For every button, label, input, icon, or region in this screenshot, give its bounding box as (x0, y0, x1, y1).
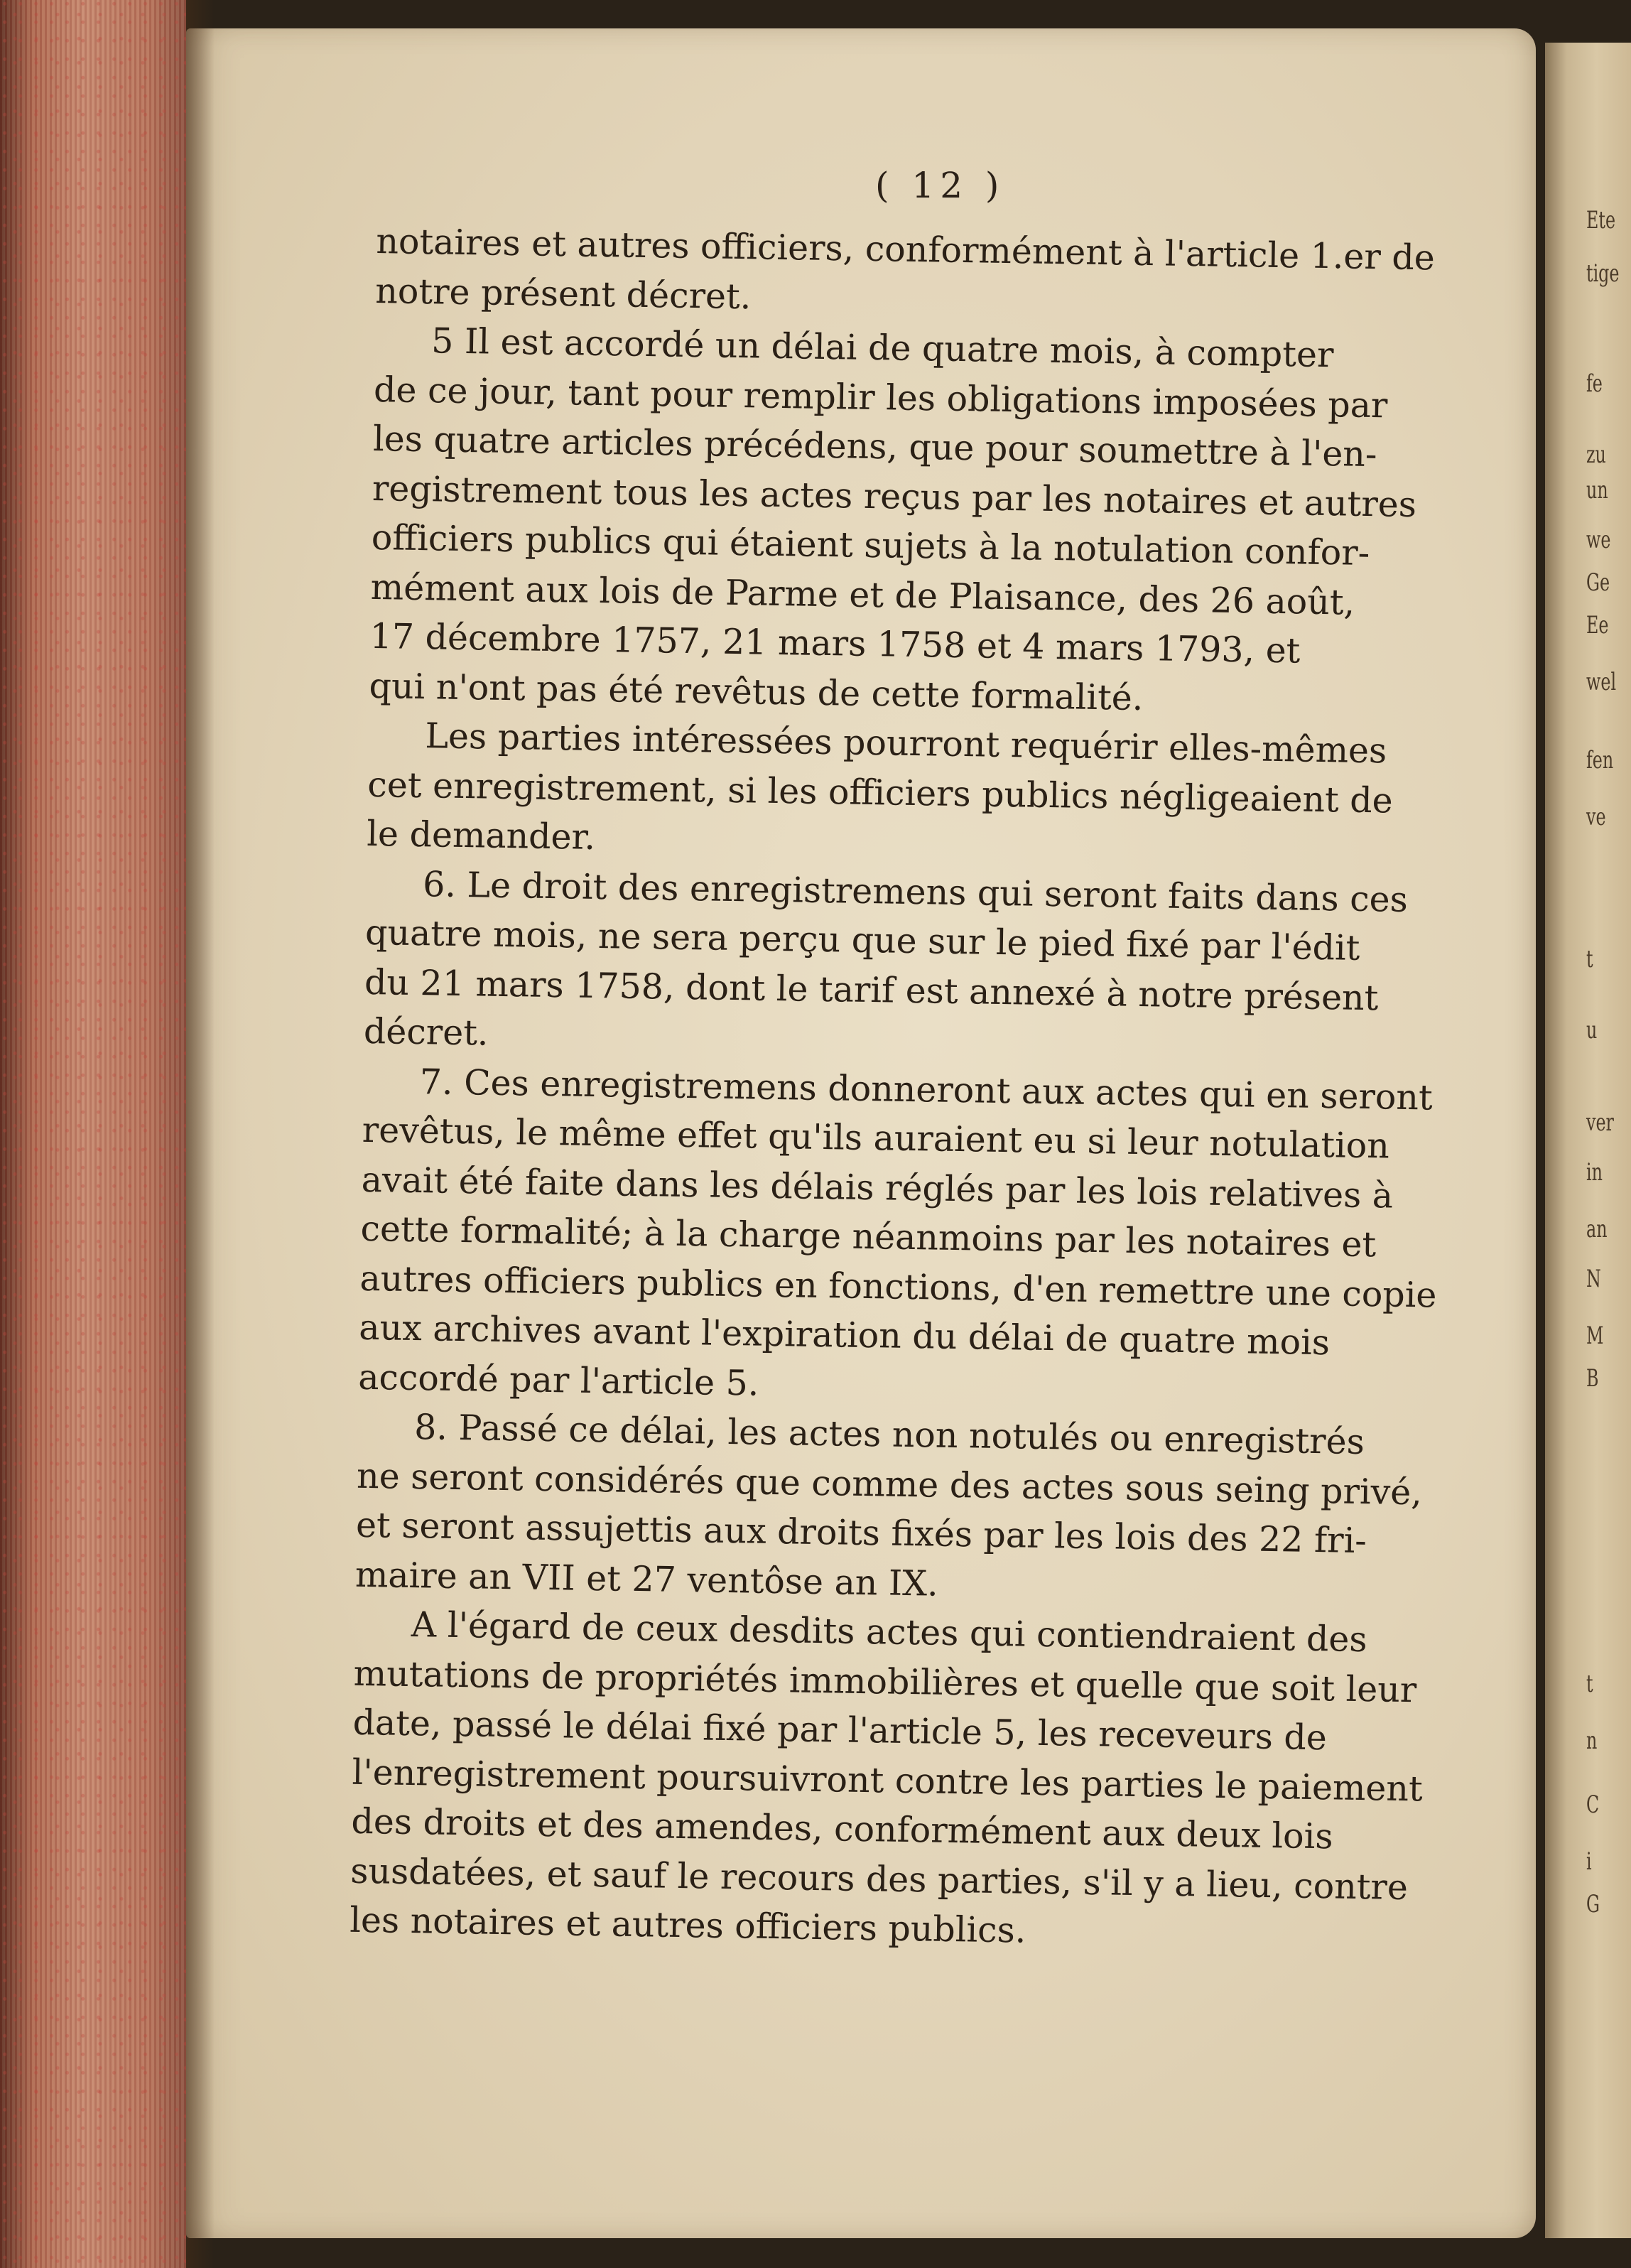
text-line: les notaires et autres officiers publics. (349, 1899, 1026, 1951)
text-line: 5 Il est accordé un délai de quatre mois, à compter (430, 320, 1334, 376)
text-line: revêtus, le même effet qu'ils auraient eu si leur notulation (362, 1109, 1390, 1167)
text-line: ne seront considérés que comme des actes sous seing privé, (356, 1455, 1423, 1513)
text-line: date, passé le délai fixé par l'article 5, les receveurs de (352, 1702, 1328, 1759)
text-line: cet enregistrement, si les officiers publics négligeaient de (367, 764, 1394, 821)
text-line: registrement tous les actes reçus par les notaires et autres (372, 468, 1417, 525)
facing-page-text: i (1586, 1847, 1592, 1876)
text-line: cette formalité; à la charge néanmoins par les notaires et (360, 1208, 1377, 1265)
text-line: mutations de propriétés immobilières et quelle que soit leur (353, 1653, 1417, 1710)
facing-page-text: M (1586, 1322, 1604, 1350)
page-number: ( 12 ) (875, 165, 1005, 206)
text-line: 17 décembre 1757, 21 mars 1758 et 4 mars 1793, et (369, 615, 1301, 671)
text-line: A l'égard de ceux desdits actes qui contiendraient des (411, 1604, 1367, 1660)
text-line: du 21 mars 1758, dont le tarif est annexé à notre présent (364, 961, 1379, 1018)
page-body-text (350, 217, 1463, 1962)
text-line: 8. Passé ce délai, les actes non notulés ou enregistrés (413, 1407, 1365, 1463)
text-line: Les parties intéressées pourront requérir elles-mêmes (425, 716, 1387, 772)
facing-page-text: an (1586, 1215, 1608, 1243)
facing-page-text: ve (1586, 803, 1606, 831)
text-line: avait été faite dans les délais réglés par les lois relatives à (361, 1159, 1394, 1216)
text-line: des droits et des amendes, conformément aux deux lois (351, 1800, 1333, 1857)
facing-page-text: N (1586, 1265, 1601, 1293)
text-line: qui n'ont pas été revêtus de cette formalité. (369, 665, 1144, 718)
facing-page-text: we (1586, 526, 1611, 554)
facing-page-text: Ee (1586, 611, 1609, 639)
facing-page-text: fe (1586, 369, 1603, 398)
facing-page-text: wel (1586, 668, 1617, 696)
text-line: quatre mois, ne sera perçu que sur le pied fixé par l'édit (364, 912, 1360, 968)
facing-page-text: tige (1586, 259, 1620, 288)
text-line: 6. Le droit des enregistremens qui seront faits dans ces (422, 863, 1409, 920)
text-line: accordé par l'article 5. (357, 1356, 759, 1404)
facing-page-text: Ge (1586, 568, 1610, 597)
text-line: et seront assujettis aux droits fixés par les lois des 22 fri- (355, 1504, 1367, 1562)
text-line: maire an VII et 27 ventôse an IX. (354, 1554, 939, 1604)
facing-page-text: t (1586, 1670, 1593, 1698)
text-line: notre présent décret. (374, 270, 752, 317)
facing-page-text: t (1586, 945, 1593, 973)
facing-page-text: in (1586, 1158, 1603, 1187)
text-line: de ce jour, tant pour remplir les obligations imposées par (373, 369, 1388, 426)
facing-page-fragment (1545, 43, 1631, 2238)
facing-page-text: un (1586, 476, 1608, 504)
text-line: mément aux lois de Parme et de Plaisance, des 26 août, (370, 566, 1355, 623)
facing-page-text: B (1586, 1364, 1599, 1393)
text-line: le demander. (366, 813, 596, 858)
facing-page-text: C (1586, 1791, 1600, 1819)
text-line: susdatées, et sauf le recours des parties, s'il y a lieu, contre (350, 1850, 1409, 1908)
text-line: officiers publics qui étaient sujets à la notulation confor- (371, 517, 1370, 574)
facing-page-text: fen (1586, 746, 1614, 774)
facing-page-text: G (1586, 1890, 1600, 1918)
text-line: aux archives avant l'expiration du délai de quatre mois (358, 1307, 1331, 1364)
facing-page-text: zu (1586, 441, 1606, 469)
text-line: notaires et autres officiers, conformément à l'article 1.er de (376, 220, 1436, 279)
facing-page-text: u (1586, 1016, 1598, 1044)
book-fore-edge (0, 0, 186, 2268)
gutter-shadow (186, 0, 215, 2268)
text-line: les quatre articles précédens, que pour soumettre à l'en- (372, 418, 1377, 475)
facing-page-text: Ete (1586, 206, 1616, 234)
text-line: autres officiers publics en fonctions, d'en remettre une copie (359, 1258, 1437, 1316)
text-line: 7. Ces enregistremens donneront aux actes qui en seront (419, 1061, 1434, 1118)
facing-page-text: n (1586, 1727, 1598, 1755)
text-line: l'enregistrement poursuivront contre les parties le paiement (352, 1751, 1424, 1809)
facing-page-text: ver (1586, 1108, 1614, 1137)
text-line: décret. (363, 1010, 489, 1054)
